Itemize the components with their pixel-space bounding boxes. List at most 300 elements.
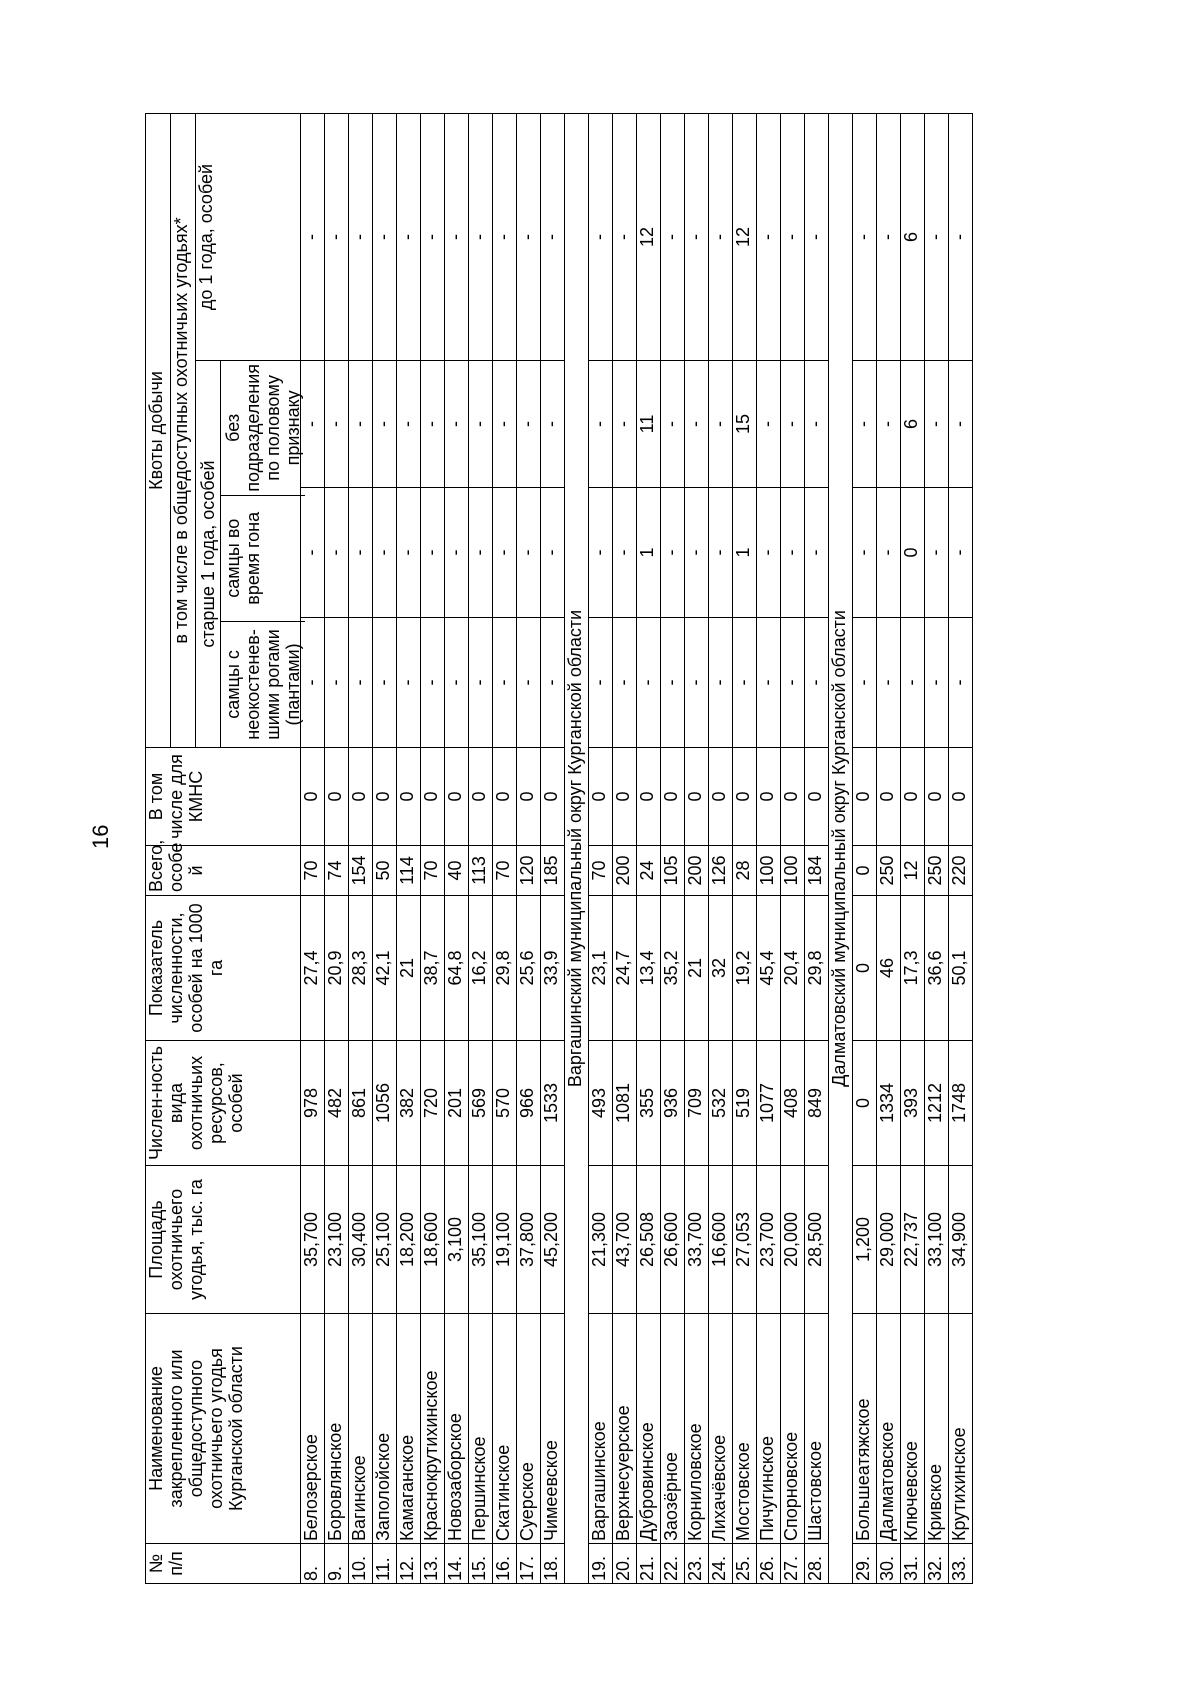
row-nosex: - bbox=[493, 361, 517, 488]
row-name: Краснокрутихинское bbox=[421, 1314, 445, 1544]
header-quotas: Квоты добычи bbox=[146, 113, 171, 747]
table-row bbox=[493, 113, 517, 1583]
table-row bbox=[445, 113, 469, 1583]
row-density: 21 bbox=[685, 896, 709, 1041]
row-area: 18,600 bbox=[421, 1166, 445, 1314]
row-young: 12 bbox=[733, 113, 757, 360]
row-kmns: 0 bbox=[301, 748, 325, 846]
row-name: Варгашинское bbox=[589, 1314, 613, 1544]
row-total: 200 bbox=[685, 846, 709, 896]
row-number: 16. bbox=[493, 1544, 517, 1584]
row-nosex: - bbox=[349, 361, 373, 488]
row-name: Корниловское bbox=[685, 1314, 709, 1544]
row-nosex: - bbox=[685, 361, 709, 488]
row-antlers: - bbox=[373, 618, 397, 748]
row-area: 43,700 bbox=[613, 1166, 637, 1314]
row-name: Боровлянское bbox=[325, 1314, 349, 1544]
row-density: 29,8 bbox=[493, 896, 517, 1041]
row-kmns: 0 bbox=[757, 748, 781, 846]
header-kmns: В том числе для КМНС bbox=[146, 748, 301, 846]
row-kmns: 0 bbox=[661, 748, 685, 846]
table-row bbox=[325, 113, 349, 1583]
row-kmns: 0 bbox=[709, 748, 733, 846]
row-young: - bbox=[301, 113, 325, 360]
row-young: - bbox=[541, 113, 565, 360]
table-row bbox=[781, 113, 805, 1583]
row-total: 220 bbox=[949, 846, 973, 896]
row-young: - bbox=[493, 113, 517, 360]
row-rut: - bbox=[805, 488, 829, 618]
row-nosex: - bbox=[541, 361, 565, 488]
row-population: 570 bbox=[493, 1041, 517, 1166]
row-young: - bbox=[325, 113, 349, 360]
row-young: - bbox=[853, 113, 877, 360]
row-total: 74 bbox=[325, 846, 349, 896]
row-total: 184 bbox=[805, 846, 829, 896]
row-rut: - bbox=[517, 488, 541, 618]
header-antlers: самцы с неокостенев-шими рогами (пантами) bbox=[221, 621, 305, 747]
row-total: 113 bbox=[469, 846, 493, 896]
row-young: 12 bbox=[637, 113, 661, 360]
row-area: 16,600 bbox=[709, 1166, 733, 1314]
table-row bbox=[613, 113, 637, 1583]
row-population: 493 bbox=[589, 1041, 613, 1166]
row-kmns: 0 bbox=[349, 748, 373, 846]
header-public: в том числе в общедоступных охотничьих угодьях* bbox=[171, 113, 196, 747]
table-body bbox=[301, 113, 973, 1583]
row-population: 482 bbox=[325, 1041, 349, 1166]
row-kmns: 0 bbox=[805, 748, 829, 846]
row-kmns: 0 bbox=[493, 748, 517, 846]
row-name: Далматовское bbox=[877, 1314, 901, 1544]
table-row bbox=[685, 113, 709, 1583]
row-density: 27,4 bbox=[301, 896, 325, 1041]
row-rut: - bbox=[685, 488, 709, 618]
row-population: 0 bbox=[853, 1041, 877, 1166]
row-name: Чимеевское bbox=[541, 1314, 565, 1544]
row-antlers: - bbox=[493, 618, 517, 748]
row-rut: - bbox=[373, 488, 397, 618]
row-kmns: 0 bbox=[325, 748, 349, 846]
district-title-row bbox=[829, 113, 853, 1583]
row-number: 24. bbox=[709, 1544, 733, 1584]
header-rut: самцы во время гона bbox=[221, 495, 305, 621]
row-number: 15. bbox=[469, 1544, 493, 1584]
row-kmns: 0 bbox=[541, 748, 565, 846]
row-number: 23. bbox=[685, 1544, 709, 1584]
row-number: 21. bbox=[637, 1544, 661, 1584]
row-density: 46 bbox=[877, 896, 901, 1041]
row-antlers: - bbox=[613, 618, 637, 748]
row-area: 33,700 bbox=[685, 1166, 709, 1314]
row-rut: - bbox=[925, 488, 949, 618]
table-row bbox=[517, 113, 541, 1583]
row-name: Крутихинское bbox=[949, 1314, 973, 1544]
row-number: 20. bbox=[613, 1544, 637, 1584]
table-row bbox=[757, 113, 781, 1583]
table-row bbox=[301, 113, 325, 1583]
row-number: 32. bbox=[925, 1544, 949, 1584]
row-total: 200 bbox=[613, 846, 637, 896]
table-row bbox=[589, 113, 613, 1583]
row-name: Заозёрное bbox=[661, 1314, 685, 1544]
page-number: 16 bbox=[88, 824, 113, 849]
row-nosex: - bbox=[877, 361, 901, 488]
row-area: 26,600 bbox=[661, 1166, 685, 1314]
row-population: 1533 bbox=[541, 1041, 565, 1166]
row-area: 19,100 bbox=[493, 1166, 517, 1314]
row-population: 382 bbox=[397, 1041, 421, 1166]
row-antlers: - bbox=[949, 618, 973, 748]
row-antlers: - bbox=[853, 618, 877, 748]
row-name: Скатинское bbox=[493, 1314, 517, 1544]
row-total: 50 bbox=[373, 846, 397, 896]
row-total: 114 bbox=[397, 846, 421, 896]
row-density: 38,7 bbox=[421, 896, 445, 1041]
row-kmns: 0 bbox=[373, 748, 397, 846]
row-total: 250 bbox=[877, 846, 901, 896]
row-young: - bbox=[805, 113, 829, 360]
row-rut: - bbox=[349, 488, 373, 618]
table-row bbox=[925, 113, 949, 1583]
row-young: - bbox=[445, 113, 469, 360]
row-population: 1212 bbox=[925, 1041, 949, 1166]
row-rut: - bbox=[589, 488, 613, 618]
row-total: 70 bbox=[301, 846, 325, 896]
row-name: Заполойское bbox=[373, 1314, 397, 1544]
header-young: до 1 года, особей bbox=[196, 113, 301, 360]
row-young: - bbox=[397, 113, 421, 360]
row-kmns: 0 bbox=[469, 748, 493, 846]
row-number: 26. bbox=[757, 1544, 781, 1584]
row-total: 154 bbox=[349, 846, 373, 896]
table-row bbox=[661, 113, 685, 1583]
district-title: Далматовский муниципальный округ Курганской области bbox=[829, 113, 853, 1583]
row-young: - bbox=[877, 113, 901, 360]
row-density: 35,2 bbox=[661, 896, 685, 1041]
row-nosex: 15 bbox=[733, 361, 757, 488]
table-row bbox=[541, 113, 565, 1583]
row-density: 16,2 bbox=[469, 896, 493, 1041]
row-number: 30. bbox=[877, 1544, 901, 1584]
row-young: - bbox=[589, 113, 613, 360]
row-population: 978 bbox=[301, 1041, 325, 1166]
row-area: 18,200 bbox=[397, 1166, 421, 1314]
row-nosex: - bbox=[613, 361, 637, 488]
row-nosex: - bbox=[949, 361, 973, 488]
table-row bbox=[469, 113, 493, 1583]
row-nosex: - bbox=[805, 361, 829, 488]
row-antlers: - bbox=[877, 618, 901, 748]
row-rut: - bbox=[853, 488, 877, 618]
row-name: Мостовское bbox=[733, 1314, 757, 1544]
row-young: - bbox=[781, 113, 805, 360]
row-kmns: 0 bbox=[589, 748, 613, 846]
row-antlers: - bbox=[421, 618, 445, 748]
row-rut: - bbox=[613, 488, 637, 618]
row-number: 29. bbox=[853, 1544, 877, 1584]
header-total: Всего, особе й bbox=[146, 846, 301, 896]
row-name: Спорновское bbox=[781, 1314, 805, 1544]
table-row bbox=[349, 113, 373, 1583]
row-nosex: - bbox=[397, 361, 421, 488]
row-total: 250 bbox=[925, 846, 949, 896]
row-kmns: 0 bbox=[733, 748, 757, 846]
row-young: - bbox=[613, 113, 637, 360]
row-kmns: 0 bbox=[517, 748, 541, 846]
row-population: 519 bbox=[733, 1041, 757, 1166]
row-rut: - bbox=[877, 488, 901, 618]
row-antlers: - bbox=[637, 618, 661, 748]
row-density: 19,2 bbox=[733, 896, 757, 1041]
row-area: 3,100 bbox=[445, 1166, 469, 1314]
row-area: 30,400 bbox=[349, 1166, 373, 1314]
row-population: 966 bbox=[517, 1041, 541, 1166]
row-nosex: - bbox=[709, 361, 733, 488]
row-area: 35,100 bbox=[469, 1166, 493, 1314]
row-nosex: - bbox=[925, 361, 949, 488]
district-title: Варгашинский муниципальный округ Курганской области bbox=[565, 113, 589, 1583]
row-name: Пичугинское bbox=[757, 1314, 781, 1544]
row-name: Кривское bbox=[925, 1314, 949, 1544]
row-rut: 0 bbox=[901, 488, 925, 618]
row-name: Большеатяжское bbox=[853, 1314, 877, 1544]
row-number: 27. bbox=[781, 1544, 805, 1584]
table-row bbox=[805, 113, 829, 1583]
row-area: 23,700 bbox=[757, 1166, 781, 1314]
row-rut: - bbox=[421, 488, 445, 618]
row-total: 105 bbox=[661, 846, 685, 896]
header-older-group bbox=[196, 361, 301, 748]
row-density: 45,4 bbox=[757, 896, 781, 1041]
row-antlers: - bbox=[757, 618, 781, 748]
row-rut: - bbox=[493, 488, 517, 618]
row-density: 28,3 bbox=[349, 896, 373, 1041]
row-kmns: 0 bbox=[901, 748, 925, 846]
row-population: 1056 bbox=[373, 1041, 397, 1166]
row-number: 17. bbox=[517, 1544, 541, 1584]
header-nosex: без подразделения по половому признаку bbox=[223, 364, 303, 492]
row-rut: - bbox=[445, 488, 469, 618]
table-row bbox=[949, 113, 973, 1583]
row-density: 36,6 bbox=[925, 896, 949, 1041]
row-rut: - bbox=[757, 488, 781, 618]
row-rut: - bbox=[325, 488, 349, 618]
row-area: 22,737 bbox=[901, 1166, 925, 1314]
row-total: 100 bbox=[757, 846, 781, 896]
row-density: 29,8 bbox=[805, 896, 829, 1041]
row-number: 12. bbox=[397, 1544, 421, 1584]
row-total: 100 bbox=[781, 846, 805, 896]
row-population: 849 bbox=[805, 1041, 829, 1166]
row-total: 70 bbox=[589, 846, 613, 896]
row-population: 532 bbox=[709, 1041, 733, 1166]
row-rut: - bbox=[661, 488, 685, 618]
row-area: 28,500 bbox=[805, 1166, 829, 1314]
row-name: Першинское bbox=[469, 1314, 493, 1544]
row-total: 40 bbox=[445, 846, 469, 896]
row-population: 1081 bbox=[613, 1041, 637, 1166]
table-header bbox=[146, 113, 301, 1583]
row-density: 20,9 bbox=[325, 896, 349, 1041]
row-density: 23,1 bbox=[589, 896, 613, 1041]
row-antlers: - bbox=[325, 618, 349, 748]
table-row bbox=[709, 113, 733, 1583]
row-young: - bbox=[373, 113, 397, 360]
row-density: 32 bbox=[709, 896, 733, 1041]
row-nosex: - bbox=[853, 361, 877, 488]
row-kmns: 0 bbox=[949, 748, 973, 846]
table-row bbox=[901, 113, 925, 1583]
row-nosex: - bbox=[589, 361, 613, 488]
table-row bbox=[421, 113, 445, 1583]
row-antlers: - bbox=[517, 618, 541, 748]
row-population: 201 bbox=[445, 1041, 469, 1166]
row-kmns: 0 bbox=[397, 748, 421, 846]
row-antlers: - bbox=[661, 618, 685, 748]
row-population: 936 bbox=[661, 1041, 685, 1166]
row-nosex: - bbox=[445, 361, 469, 488]
row-antlers: - bbox=[541, 618, 565, 748]
row-density: 33,9 bbox=[541, 896, 565, 1041]
row-population: 720 bbox=[421, 1041, 445, 1166]
row-area: 1,200 bbox=[853, 1166, 877, 1314]
row-young: 6 bbox=[901, 113, 925, 360]
row-number: 18. bbox=[541, 1544, 565, 1584]
row-number: 25. bbox=[733, 1544, 757, 1584]
table-row bbox=[733, 113, 757, 1583]
row-kmns: 0 bbox=[853, 748, 877, 846]
row-area: 29,000 bbox=[877, 1166, 901, 1314]
row-nosex: - bbox=[325, 361, 349, 488]
row-antlers: - bbox=[733, 618, 757, 748]
row-rut: - bbox=[781, 488, 805, 618]
row-number: 8. bbox=[301, 1544, 325, 1584]
row-young: - bbox=[661, 113, 685, 360]
row-nosex: - bbox=[781, 361, 805, 488]
row-kmns: 0 bbox=[445, 748, 469, 846]
row-number: 31. bbox=[901, 1544, 925, 1584]
row-area: 20,000 bbox=[781, 1166, 805, 1314]
row-area: 45,200 bbox=[541, 1166, 565, 1314]
district-title-row bbox=[565, 113, 589, 1583]
row-area: 35,700 bbox=[301, 1166, 325, 1314]
row-density: 20,4 bbox=[781, 896, 805, 1041]
row-nosex: - bbox=[373, 361, 397, 488]
row-young: - bbox=[949, 113, 973, 360]
table-row bbox=[637, 113, 661, 1583]
row-total: 12 bbox=[901, 846, 925, 896]
header-population: Числен-ность вида охотничьих ресурсов, особей bbox=[146, 1041, 301, 1166]
row-nosex: - bbox=[757, 361, 781, 488]
row-area: 33,100 bbox=[925, 1166, 949, 1314]
row-rut: - bbox=[949, 488, 973, 618]
row-area: 21,300 bbox=[589, 1166, 613, 1314]
row-name: Белозерское bbox=[301, 1314, 325, 1544]
row-area: 37,800 bbox=[517, 1166, 541, 1314]
row-nosex: - bbox=[421, 361, 445, 488]
row-name: Камаганское bbox=[397, 1314, 421, 1544]
row-kmns: 0 bbox=[613, 748, 637, 846]
row-density: 17,3 bbox=[901, 896, 925, 1041]
row-population: 709 bbox=[685, 1041, 709, 1166]
row-young: - bbox=[709, 113, 733, 360]
row-density: 42,1 bbox=[373, 896, 397, 1041]
table-row bbox=[397, 113, 421, 1583]
row-young: - bbox=[925, 113, 949, 360]
row-total: 24 bbox=[637, 846, 661, 896]
row-number: 10. bbox=[349, 1544, 373, 1584]
row-total: 126 bbox=[709, 846, 733, 896]
quota-table bbox=[145, 113, 973, 1584]
header-name: Наименование закрепленного или общедоступного охотничьего угодья Курганской области bbox=[146, 1314, 301, 1544]
row-young: - bbox=[421, 113, 445, 360]
row-number: 28. bbox=[805, 1544, 829, 1584]
row-kmns: 0 bbox=[421, 748, 445, 846]
row-total: 70 bbox=[421, 846, 445, 896]
table-row bbox=[853, 113, 877, 1583]
row-name: Верхнесуерское bbox=[613, 1314, 637, 1544]
row-population: 1334 bbox=[877, 1041, 901, 1166]
row-name: Вагинское bbox=[349, 1314, 373, 1544]
row-antlers: - bbox=[709, 618, 733, 748]
header-num: № п/п bbox=[146, 1544, 301, 1584]
row-number: 22. bbox=[661, 1544, 685, 1584]
row-number: 19. bbox=[589, 1544, 613, 1584]
row-total: 70 bbox=[493, 846, 517, 896]
rotated-page bbox=[88, 114, 1085, 1584]
row-area: 25,100 bbox=[373, 1166, 397, 1314]
row-rut: 1 bbox=[733, 488, 757, 618]
table-row bbox=[877, 113, 901, 1583]
row-total: 28 bbox=[733, 846, 757, 896]
row-rut: - bbox=[709, 488, 733, 618]
row-area: 23,100 bbox=[325, 1166, 349, 1314]
row-total: 185 bbox=[541, 846, 565, 896]
row-kmns: 0 bbox=[925, 748, 949, 846]
row-density: 25,6 bbox=[517, 896, 541, 1041]
row-population: 408 bbox=[781, 1041, 805, 1166]
row-area: 26,508 bbox=[637, 1166, 661, 1314]
row-nosex: - bbox=[517, 361, 541, 488]
row-name: Ключевское bbox=[901, 1314, 925, 1544]
row-population: 861 bbox=[349, 1041, 373, 1166]
header-area: Площадь охотничьего угодья, тыс. га bbox=[146, 1166, 301, 1314]
row-young: - bbox=[685, 113, 709, 360]
row-young: - bbox=[349, 113, 373, 360]
row-nosex: - bbox=[301, 361, 325, 488]
row-name: Новозаборское bbox=[445, 1314, 469, 1544]
row-density: 24,7 bbox=[613, 896, 637, 1041]
row-nosex: - bbox=[469, 361, 493, 488]
table-row bbox=[373, 113, 397, 1583]
row-number: 13. bbox=[421, 1544, 445, 1584]
row-density: 0 bbox=[853, 896, 877, 1041]
row-antlers: - bbox=[781, 618, 805, 748]
header-density: Показатель численности, особей на 1000 га bbox=[146, 896, 301, 1041]
row-antlers: - bbox=[349, 618, 373, 748]
header-older: старше 1 года, особей bbox=[196, 361, 221, 747]
row-population: 355 bbox=[637, 1041, 661, 1166]
row-number: 33. bbox=[949, 1544, 973, 1584]
row-total: 0 bbox=[853, 846, 877, 896]
row-antlers: - bbox=[397, 618, 421, 748]
row-number: 14. bbox=[445, 1544, 469, 1584]
row-number: 11. bbox=[373, 1544, 397, 1584]
row-name: Дубровинское bbox=[637, 1314, 661, 1544]
row-number: 9. bbox=[325, 1544, 349, 1584]
row-antlers: - bbox=[901, 618, 925, 748]
